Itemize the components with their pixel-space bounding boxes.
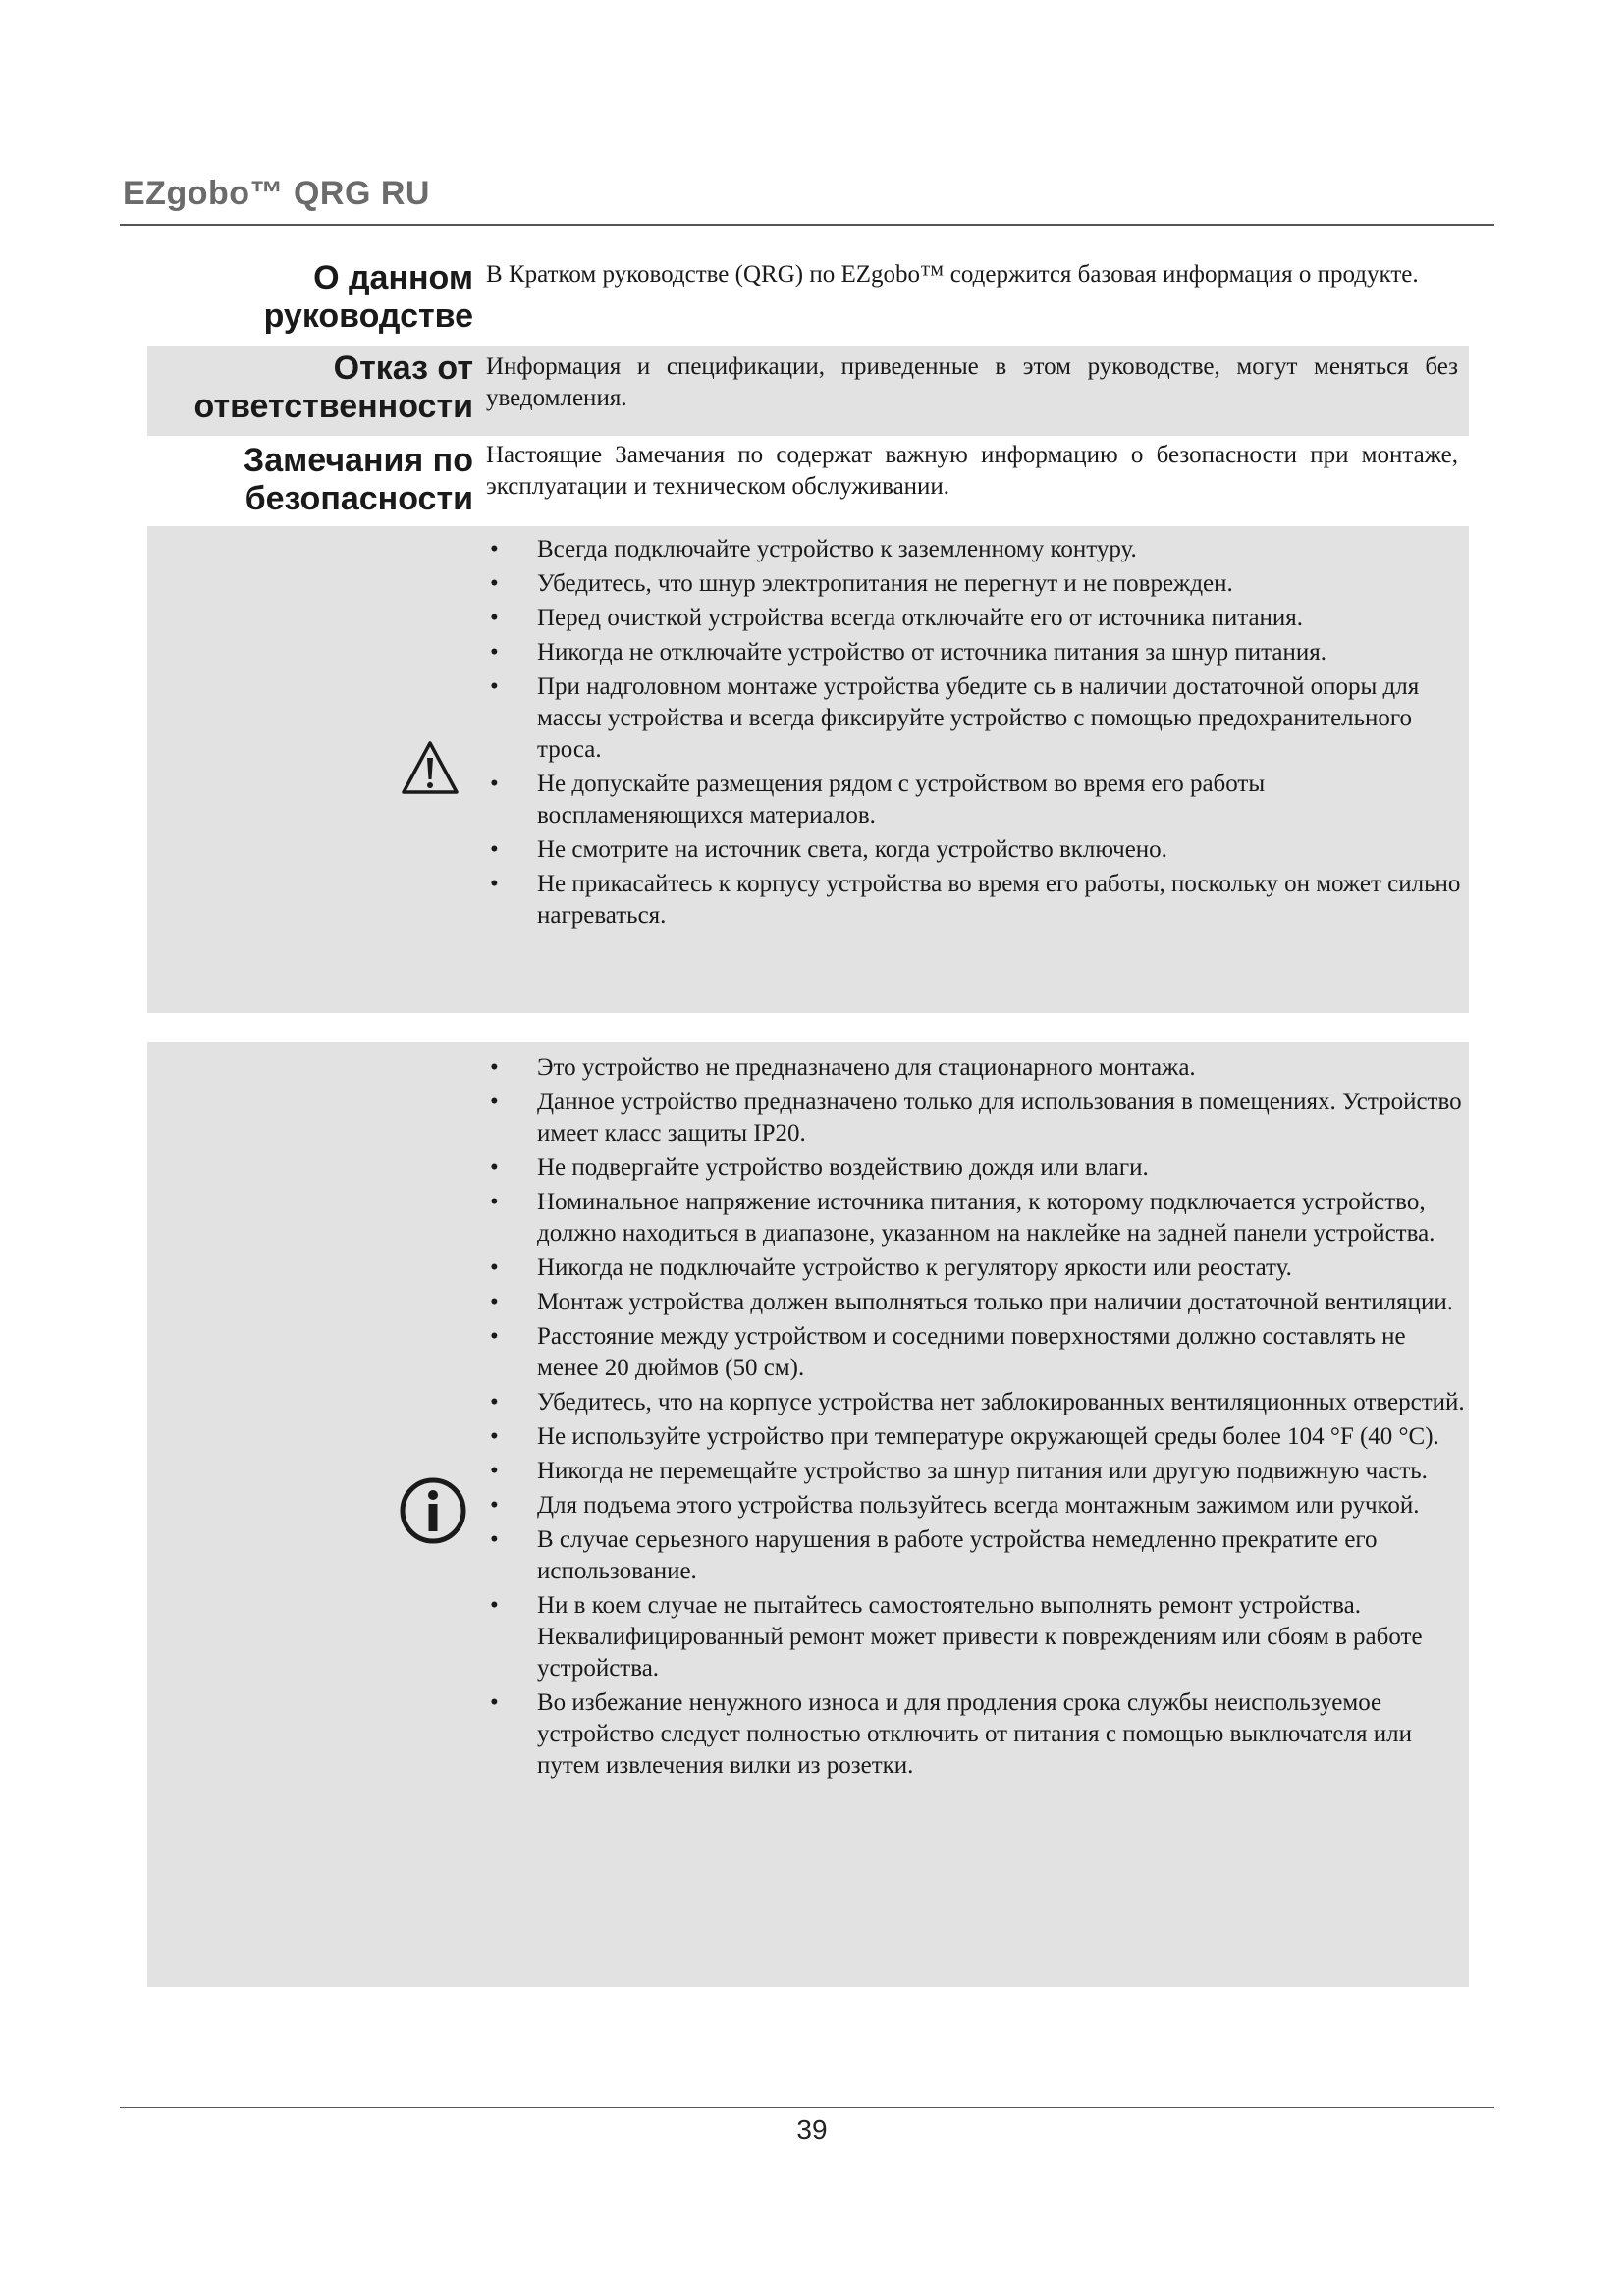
- list-item: • Во избежание ненужного износа и для продления срока службы неиспользуемое устройство следует полностью отключить от питания с помощью выключателя или путем извлечения вилки из розетки.: [486, 1687, 1468, 1782]
- list-item: • В случае серьезного нарушения в работе устройства немедленно прекратите его использование.: [486, 1524, 1468, 1587]
- list-item: • Ни в коем случае не пытайтесь самостоятельно выполнять ремонт устройства. Неквалифицированный ремонт может привести к повреждениям или сбоям в работе устройства.: [486, 1590, 1468, 1684]
- info-list: [486, 1052, 1468, 1785]
- disclaimer-text: Информация и спецификации, приведенные в этом руководстве, могут меняться без уведомления.: [486, 353, 1458, 411]
- disclaimer-heading: Отказ от ответственности: [193, 349, 473, 425]
- list-item: • Перед очисткой устройства всегда отключайте его от источника питания.: [486, 603, 1468, 634]
- warning-block: [147, 526, 1469, 1013]
- list-item: • Монтаж устройства должен выполняться только при наличии достаточной вентиляции.: [486, 1287, 1468, 1318]
- info-block: [147, 1042, 1469, 1987]
- list-item: • Никогда не отключайте устройство от источника питания за шнур питания.: [486, 637, 1468, 668]
- list-item: • Не используйте устройство при температуре окружающей среды более 104 °F (40 °C).: [486, 1421, 1468, 1453]
- list-item: • Убедитесь, что на корпусе устройства нет заблокированных вентиляционных отверстий.: [486, 1387, 1468, 1418]
- safety-heading: Замечания по безопасности: [243, 442, 473, 517]
- list-item: • При надголовном монтаже устройства убедите сь в наличии достаточной опоры для массы устройства и всегда фиксируйте устройство с помощью предохранительного троса.: [486, 671, 1468, 766]
- list-item: • Номинальное напряжение источника питания, к которому подключается устройство, должно находиться в диапазоне, указанном на наклейке на задней панели устройства.: [486, 1187, 1468, 1250]
- safety-text: Настоящие Замечания по содержат важную информацию о безопасности при монтаже, эксплуатации и техническом обслуживании.: [486, 442, 1458, 500]
- list-item: • Убедитесь, что шнур электропитания не перегнут и не поврежден.: [486, 568, 1468, 600]
- list-item: • Всегда подключайте устройство к заземленному контуру.: [486, 534, 1468, 565]
- list-item: • Расстояние между устройством и соседними поверхностями должно составлять не менее 20 дюймов (50 см).: [486, 1321, 1468, 1384]
- warning-triangle-icon: [401, 740, 460, 795]
- list-item: • Никогда не перемещайте устройство за шнур питания или другую подвижную часть.: [486, 1456, 1468, 1487]
- about-section: [147, 257, 1469, 344]
- list-item: • Не прикасайтесь к корпусу устройства во время его работы, поскольку он может сильно нагреваться.: [486, 869, 1468, 932]
- list-item: • Никогда не подключайте устройство к регулятору яркости или реостату.: [486, 1253, 1468, 1284]
- footer-rule: [120, 2107, 1494, 2108]
- about-text: В Кратком руководстве (QRG) по EZgobo™ содержится базовая информация о продукте.: [486, 261, 1419, 288]
- page-number: 39: [796, 2114, 828, 2145]
- about-heading: О данном руководстве: [263, 259, 473, 335]
- list-item: • Это устройство не предназначено для стационарного монтажа.: [486, 1052, 1468, 1084]
- list-item: • Не смотрите на источник света, когда устройство включено.: [486, 834, 1468, 866]
- list-item: • Не подвергайте устройство воздействию дождя или влаги.: [486, 1152, 1468, 1184]
- disclaimer-section: [147, 346, 1469, 436]
- info-circle-icon: [399, 1476, 467, 1545]
- safety-section: [147, 438, 1469, 524]
- list-item: • Для подъема этого устройства пользуйтесь всегда монтажным зажимом или ручкой.: [486, 1490, 1468, 1522]
- document-header-title: EZgobo™ QRG RU: [123, 175, 430, 212]
- header-rule: [120, 224, 1494, 226]
- list-item: • Данное устройство предназначено только для использования в помещениях. Устройство имеет класс защиты IP20.: [486, 1087, 1468, 1149]
- warning-list: [486, 534, 1468, 934]
- list-item: • Не допускайте размещения рядом с устройством во время его работы воспламеняющихся материалов.: [486, 769, 1468, 831]
